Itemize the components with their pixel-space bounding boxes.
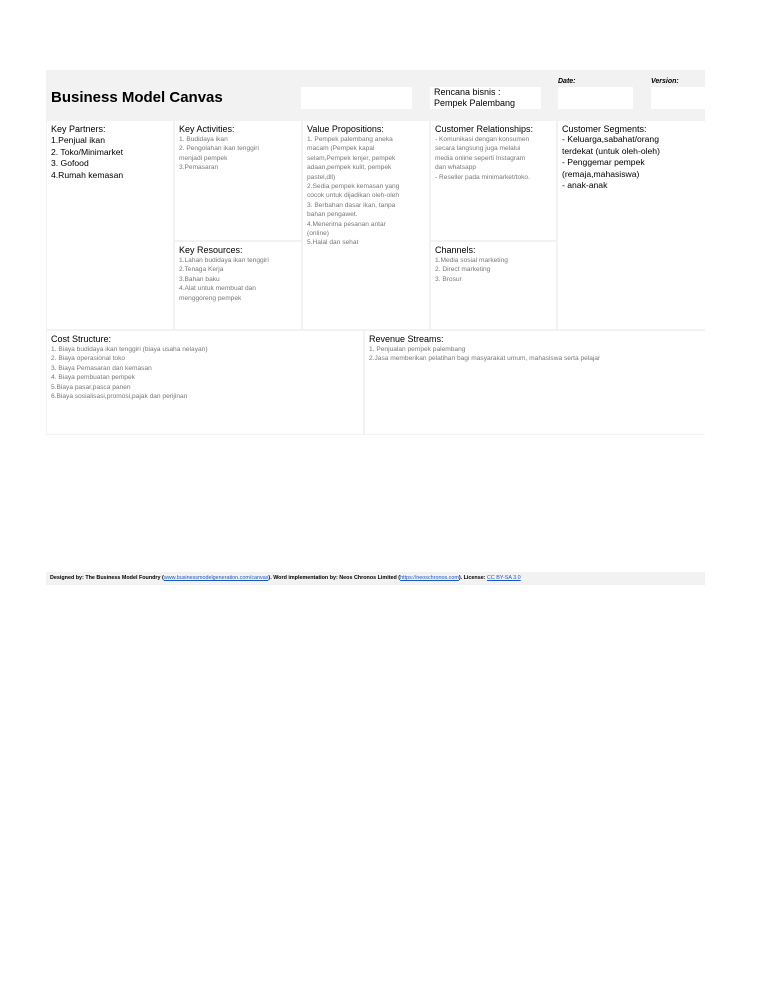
cost-structure-section [47,331,363,434]
list-item: 4.Rumah kemasan [51,169,124,180]
list-item: 6.Biaya sosialisasi,promosi,pajak dan perijinan [51,393,188,401]
footer-credits [46,572,705,585]
page-title: Business Model Canvas [51,89,223,106]
list-item: 1. Pempek palembang aneka [307,136,393,143]
customer-relationships-heading: Customer Relationships: [435,124,534,134]
footer-designed-by: Designed by: The Business Model Foundry ( [50,575,164,581]
list-item: 1. Penjualan pempek palembang [369,346,466,353]
key-partners-section [47,121,173,329]
list-item: 3. Brosur [435,275,462,283]
list-item: 4. Biaya pembuatan pempek [51,374,135,382]
footer-link-license[interactable]: CC BY-SA 3.0 [487,575,521,581]
list-item: 1. Biaya budidaya ikan tenggiri (biaya usaha nelayan) [51,346,208,353]
list-item: - Reseller pada minimarket/toko. [435,173,530,181]
list-item: adaan,pempek kulit, pempek [307,164,392,172]
list-item: 2. Pengolahan ikan tenggiri [179,145,259,153]
footer-implementation: ). Word implementation by: Neos Chronos Limited ( [268,575,401,581]
revenue-streams-heading: Revenue Streams: [369,334,444,344]
list-item: macam (Pempek kapal [307,145,375,153]
list-item: selam,Pempek lenjer, pempek [307,154,396,162]
channels-heading: Channels: [435,245,476,255]
list-item: menjadi pempek [179,154,228,162]
date-field[interactable] [558,87,633,109]
list-item: - Penggemar pempek [562,157,645,168]
list-item: cocok untuk dijadikan oleh-oleh [307,192,400,200]
list-item: 2. Toko/Minimarket [51,146,123,157]
list-item: media online seperti Instagram [435,154,526,162]
list-item: - Komunikasi dengan konsumen [435,136,530,143]
list-item: 5.Biaya pasar,pasca panen [51,383,131,391]
channels-section [431,242,556,329]
key-resources-section [175,242,301,329]
list-item: pastel,dll) [307,173,336,181]
list-item: 2.Tenaga Kerja [179,266,224,274]
version-label: Version: [651,78,679,85]
list-item: secara langsung juga melalui [435,145,521,153]
footer-link-bmg[interactable]: www.businessmodelgeneration.com/canvas [163,575,269,581]
key-partners-heading: Key Partners: [51,124,106,134]
list-item: 4.Alat untuk membuat dan [179,285,256,293]
list-item: 2.Sedia pempek kemasan yang [307,183,400,191]
list-item: 3. Berbahan dasar ikan, tanpa [307,201,396,209]
list-item: terdekat (untuk oleh-oleh) [562,145,660,156]
footer-license-label: ). License: [458,575,487,581]
value-propositions-heading: Value Propositions: [307,124,384,134]
list-item: 5.Halal dan sehat [307,239,359,247]
plan-line-1: Rencana bisnis : [434,87,501,97]
version-field[interactable] [651,87,705,109]
list-item: (remaja,mahasiswa) [562,168,640,179]
list-item: 2.Jasa memberikan pelatihan bagi masyarakat umum, mahasiswa serta pelajar [369,355,601,363]
list-item: 3. Biaya Pemasaran dan kemasan [51,364,152,372]
list-item: 3.Pemasaran [179,164,219,172]
list-item: menggoreng pempek [179,294,242,302]
list-item: (online) [307,230,329,238]
key-resources-heading: Key Resources: [179,245,243,255]
business-plan-text [434,87,515,109]
revenue-streams-section [365,331,705,434]
key-activities-section [175,121,301,240]
date-label: Date: [558,78,576,85]
list-item: 1.Lahan budidaya ikan tenggiri [179,257,269,264]
customer-segments-heading: Customer Segments: [562,124,647,134]
customer-relationships-section [431,121,556,240]
key-activities-heading: Key Activities: [179,124,235,134]
list-item: 1.Media sosial marketing [435,257,508,264]
list-item: dan whatsapp [435,164,477,172]
list-item: bahan pengawet. [307,211,358,219]
cost-structure-heading: Cost Structure: [51,334,112,344]
value-propositions-section [303,121,429,329]
list-item: 4.Menerima pesanan antar [307,220,386,228]
list-item: - anak-anak [562,180,608,191]
list-item: 3.Bahan baku [179,275,220,283]
list-item: - Keluarga,sabahat/orang [562,134,659,144]
list-item: 2. Direct marketing [435,266,491,274]
list-item: 1.Penjual ikan [51,135,105,145]
name-field[interactable] [301,87,412,109]
customer-segments-section [558,121,705,329]
list-item: 2. Biaya operasional toko [51,355,126,363]
plan-line-2: Pempek Palembang [434,98,516,108]
list-item: 3. Gofood [51,158,89,169]
footer-link-neos[interactable]: https://neoschronos.com [400,575,459,581]
list-item: 1. Budidaya ikan [179,136,228,143]
